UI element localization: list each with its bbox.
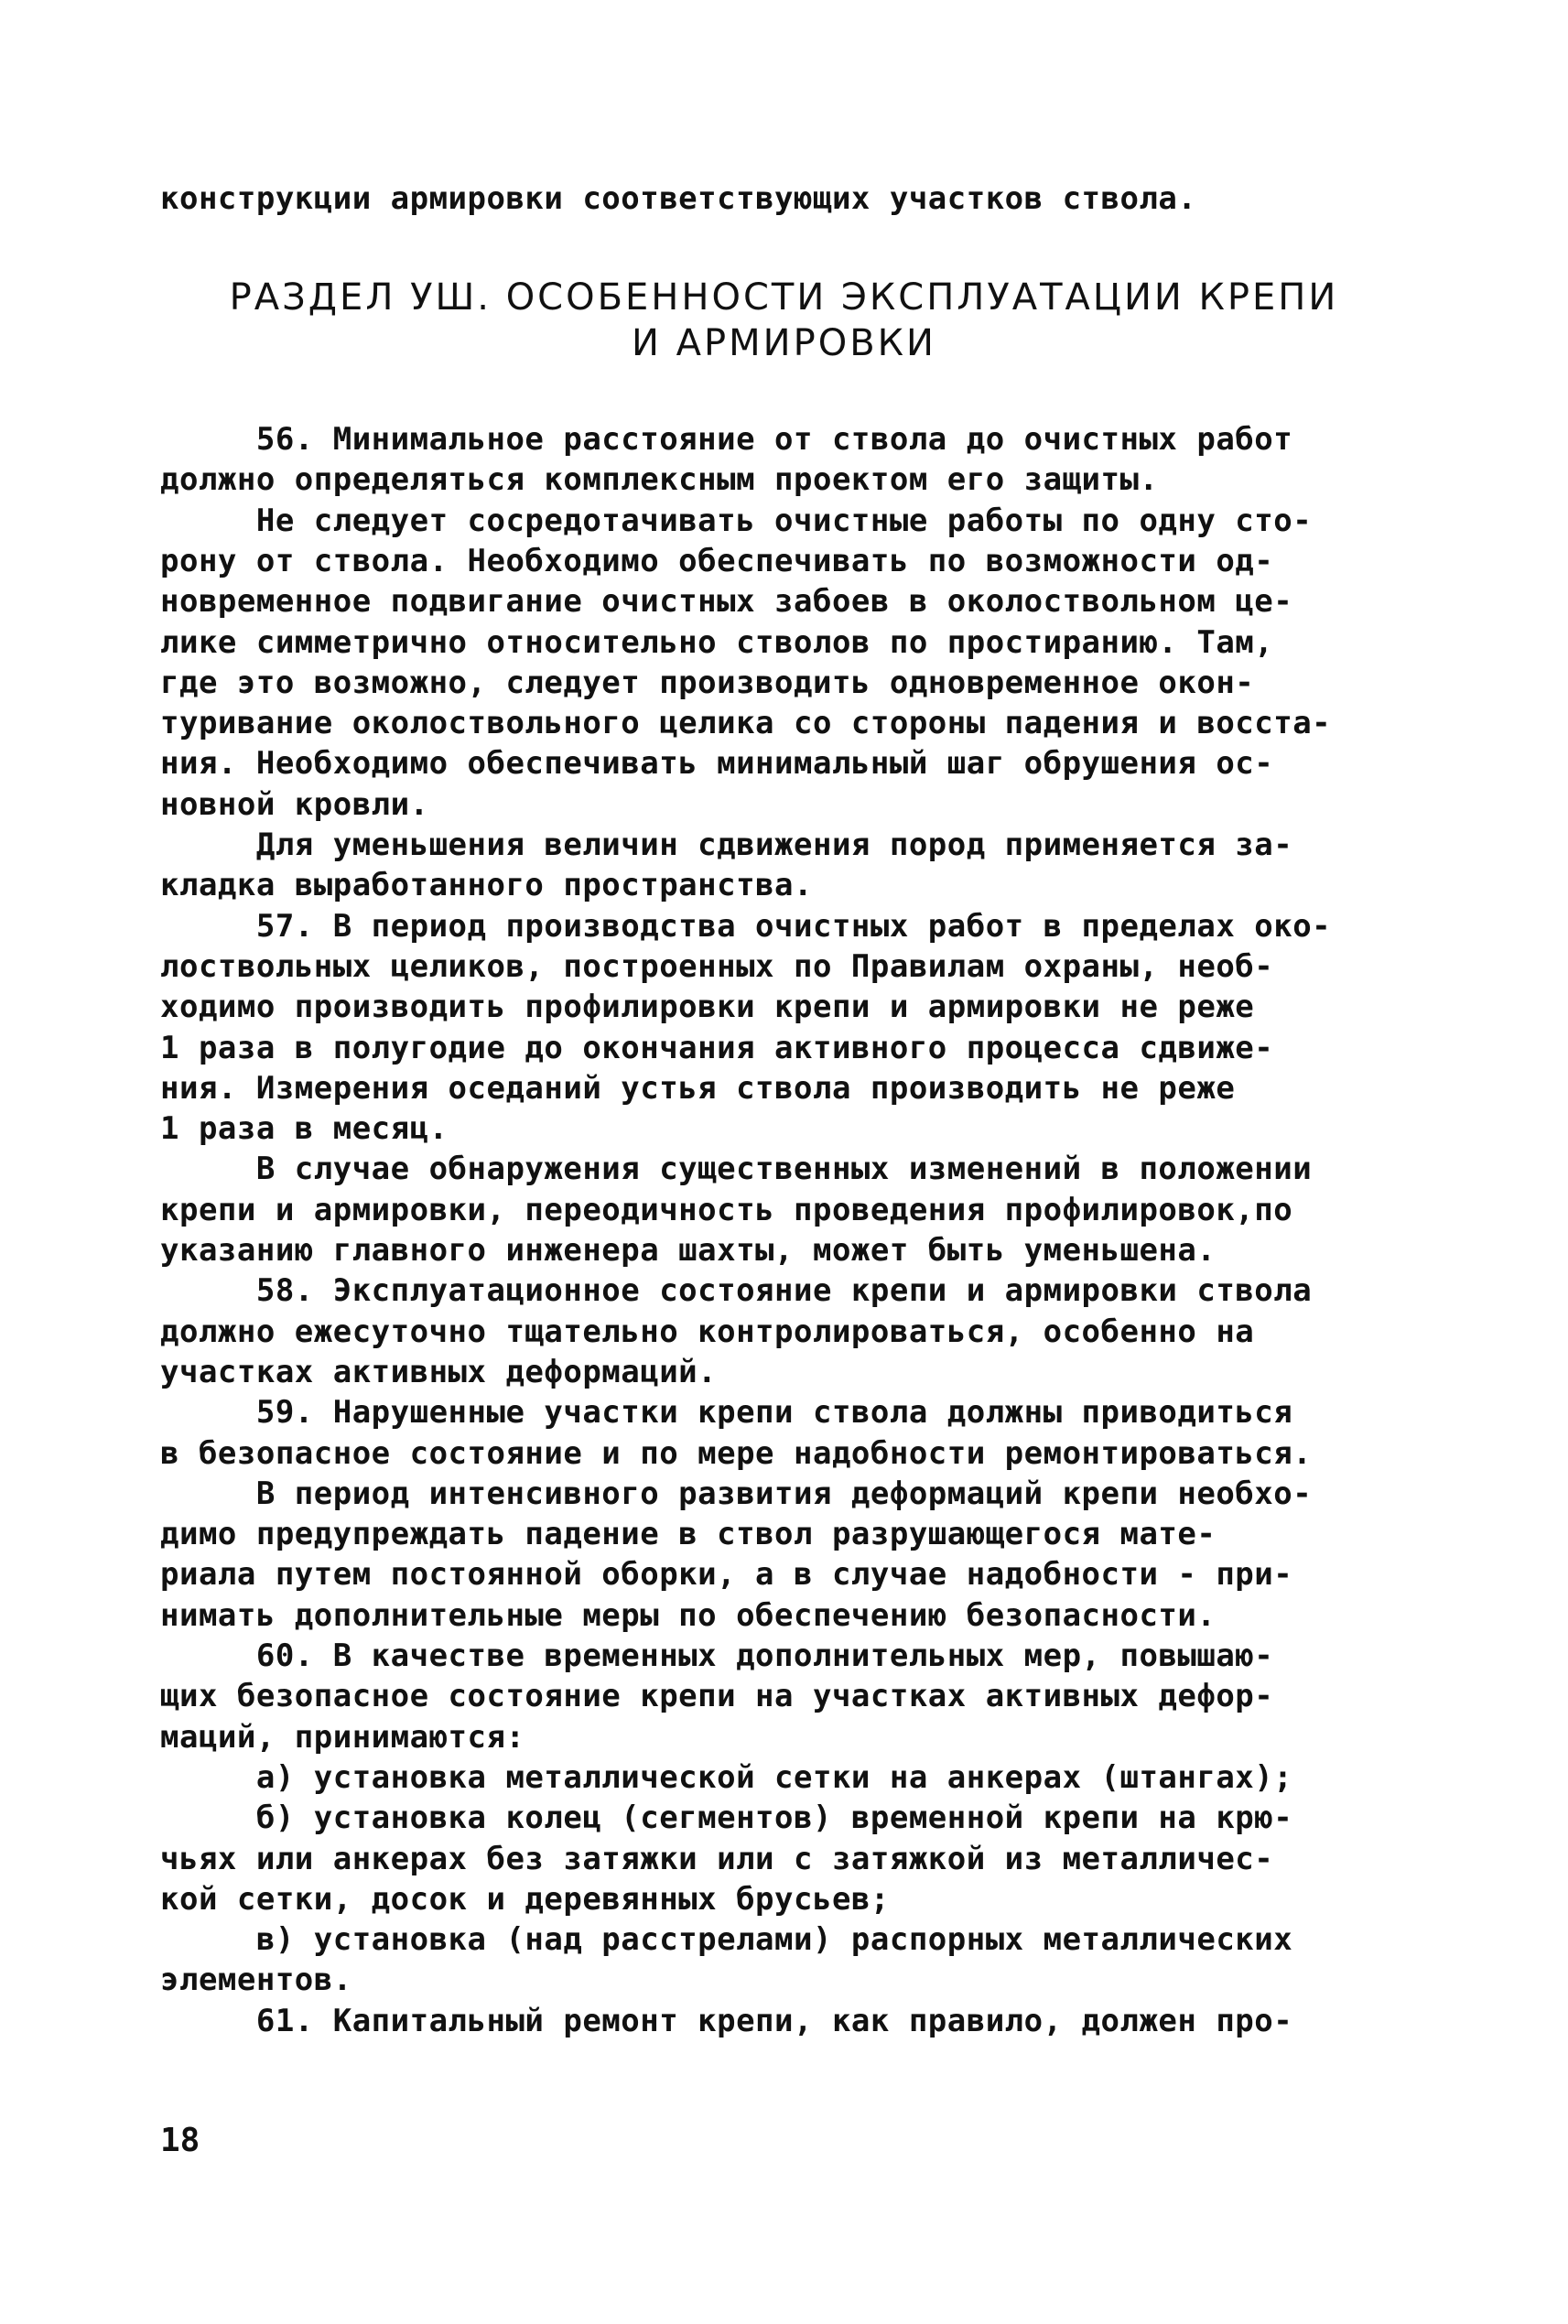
body-line: новременное подвигание очистных забоев в околоствольном це-	[160, 583, 1293, 620]
section-heading-line1: РАЗДЕЛ УШ. ОСОБЕННОСТИ ЭКСПЛУАТАЦИИ КРЕПИ	[229, 276, 1339, 319]
body-line: а) установка металлической сетки на анкерах (штангах);	[160, 1759, 1293, 1796]
body-line: чьях или анкерах без затяжки или с затяжкой из металличес-	[160, 1841, 1274, 1877]
body-line: в) установка (над расстрелами) распорных металлических	[160, 1921, 1293, 1958]
body-line: 1 раза в полугодие до окончания активного процесса сдвиже-	[160, 1030, 1274, 1066]
body-line: Для уменьшения величин сдвижения пород применяется за-	[160, 827, 1293, 863]
body-line: указанию главного инженера шахты, может быть уменьшена.	[160, 1232, 1217, 1269]
body-line: в безопасное состояние и по мере надобности ремонтироваться.	[160, 1435, 1313, 1472]
body-line: элементов.	[160, 1962, 352, 1998]
body-line: щих безопасное состояние крепи на участках активных дефор-	[160, 1678, 1274, 1714]
body-line: должно ежесуточно тщательно контролироваться, особенно на	[160, 1313, 1255, 1350]
body-line: лике симметрично относительно стволов по простиранию. Там,	[160, 624, 1274, 661]
body-line: должно определяться комплексным проектом его защиты.	[160, 461, 1159, 498]
body-line: рону от ствола. Необходимо обеспечивать по возможности од-	[160, 543, 1274, 579]
body-line: димо предупреждать падение в ствол разрушающегося мате-	[160, 1516, 1217, 1552]
section-heading-line2: И АРМИРОВКИ	[632, 322, 936, 364]
body-line: кладка выработанного пространства.	[160, 867, 813, 903]
body-line: 61. Капитальный ремонт крепи, как правило, должен про-	[160, 2003, 1293, 2039]
body-line: лоствольных целиков, построенных по Правилам охраны, необ-	[160, 948, 1274, 985]
body-line: ния. Необходимо обеспечивать минимальный шаг обрушения ос-	[160, 745, 1274, 782]
body-line: Не следует сосредотачивать очистные работы по одну сто-	[160, 503, 1313, 539]
body-line: б) установка колец (сегментов) временной крепи на крю-	[160, 1800, 1293, 1836]
body-line: туривание околоствольного целика со стороны падения и восста-	[160, 705, 1332, 741]
body-line: крепи и армировки, переодичность проведения профилировок,по	[160, 1192, 1293, 1228]
body-line: маций, принимаются:	[160, 1719, 525, 1756]
body-line: 59. Нарушенные участки крепи ствола должны приводиться	[160, 1394, 1293, 1431]
page-number: 18	[160, 2122, 200, 2159]
body-line: ходимо производить профилировки крепи и армировки не реже	[160, 989, 1255, 1025]
body-line: 57. В период производства очистных работ в пределах око-	[160, 908, 1332, 945]
body-line: 58. Эксплуатационное состояние крепи и армировки ствола	[160, 1272, 1313, 1309]
body-line: новной кровли.	[160, 786, 429, 823]
body-line: риала путем постоянной оборки, а в случае надобности - при-	[160, 1556, 1293, 1593]
body-line: нимать дополнительные меры по обеспечению безопасности.	[160, 1597, 1217, 1634]
body-line: 56. Минимальное расстояние от ствола до очистных работ	[160, 421, 1293, 458]
body-line: В случае обнаружения существенных изменений в положении	[160, 1151, 1313, 1187]
body-line: 60. В качестве временных дополнительных мер, повышаю-	[160, 1638, 1274, 1674]
body-line: В период интенсивного развития деформаций крепи необхо-	[160, 1475, 1313, 1512]
body-line: где это возможно, следует производить одновременное окон-	[160, 665, 1255, 701]
body-line: участках активных деформаций.	[160, 1354, 718, 1390]
body-line: ния. Измерения оседаний устья ствола производить не реже	[160, 1070, 1236, 1107]
intro-line: конструкции армировки соответствующих участков ствола.	[160, 180, 1197, 217]
body-line: 1 раза в месяц.	[160, 1110, 449, 1147]
body-line: кой сетки, досок и деревянных брусьев;	[160, 1881, 890, 1918]
